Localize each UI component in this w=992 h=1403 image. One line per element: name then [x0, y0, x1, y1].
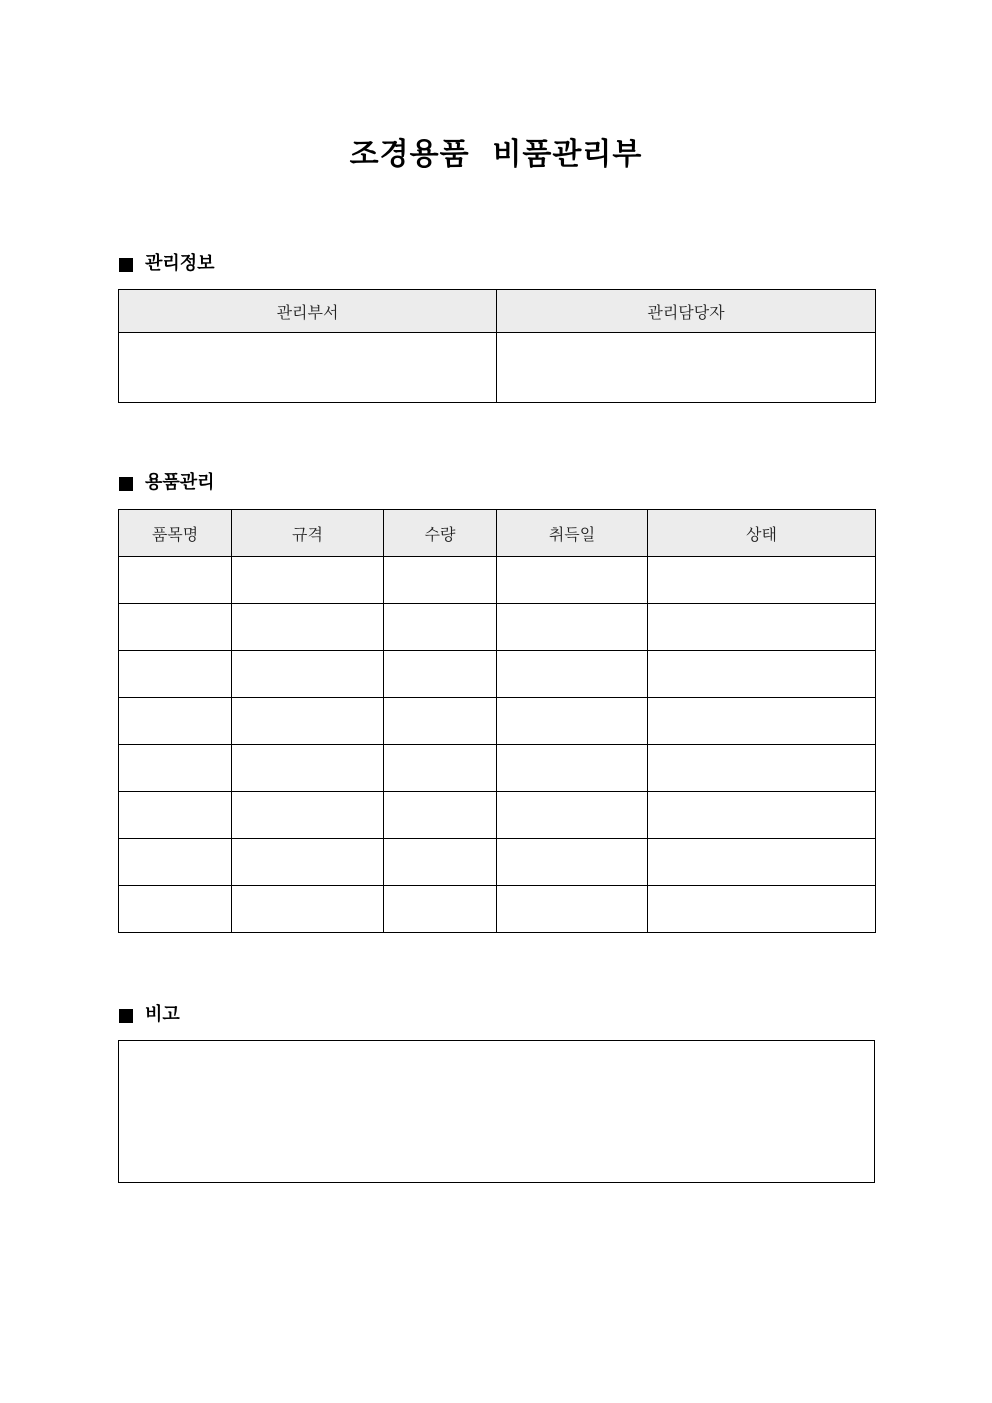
section-heading-management-info	[119, 252, 215, 276]
spec-cell[interactable]	[232, 792, 384, 839]
status-cell[interactable]	[648, 745, 876, 792]
header-acquired-date: 취득일	[497, 510, 648, 557]
header-status: 상태	[648, 510, 876, 557]
status-cell[interactable]	[648, 792, 876, 839]
table-row	[119, 792, 876, 839]
status-cell[interactable]	[648, 839, 876, 886]
item-name-cell[interactable]	[119, 557, 232, 604]
spec-cell[interactable]	[232, 651, 384, 698]
table-header-row	[119, 510, 876, 557]
square-bullet-icon	[119, 258, 133, 272]
spec-cell[interactable]	[232, 604, 384, 651]
table-row	[119, 886, 876, 933]
quantity-cell[interactable]	[384, 745, 497, 792]
header-spec: 규격	[232, 510, 384, 557]
acquired-date-cell[interactable]	[497, 745, 648, 792]
item-name-cell[interactable]	[119, 698, 232, 745]
table-row	[119, 604, 876, 651]
table-row	[119, 557, 876, 604]
acquired-date-cell[interactable]	[497, 792, 648, 839]
acquired-date-cell[interactable]	[497, 604, 648, 651]
quantity-cell[interactable]	[384, 886, 497, 933]
square-bullet-icon	[119, 1009, 133, 1023]
spec-cell[interactable]	[232, 557, 384, 604]
acquired-date-cell[interactable]	[497, 557, 648, 604]
quantity-cell[interactable]	[384, 557, 497, 604]
header-item-name: 품목명	[119, 510, 232, 557]
header-quantity: 수량	[384, 510, 497, 557]
items-table	[118, 509, 876, 933]
section-heading-items	[119, 471, 215, 495]
item-name-cell[interactable]	[119, 792, 232, 839]
header-department: 관리부서	[119, 290, 497, 333]
spec-cell[interactable]	[232, 745, 384, 792]
table-row	[119, 333, 876, 403]
acquired-date-cell[interactable]	[497, 698, 648, 745]
item-name-cell[interactable]	[119, 745, 232, 792]
remarks-box[interactable]	[118, 1040, 875, 1183]
section-heading-label: 비고	[145, 1004, 180, 1025]
manager-cell[interactable]	[497, 333, 876, 403]
status-cell[interactable]	[648, 886, 876, 933]
quantity-cell[interactable]	[384, 698, 497, 745]
section-heading-remarks	[119, 1003, 180, 1027]
spec-cell[interactable]	[232, 698, 384, 745]
header-manager: 관리담당자	[497, 290, 876, 333]
item-name-cell[interactable]	[119, 651, 232, 698]
quantity-cell[interactable]	[384, 792, 497, 839]
quantity-cell[interactable]	[384, 651, 497, 698]
acquired-date-cell[interactable]	[497, 651, 648, 698]
quantity-cell[interactable]	[384, 839, 497, 886]
department-cell[interactable]	[119, 333, 497, 403]
item-name-cell[interactable]	[119, 839, 232, 886]
table-row	[119, 698, 876, 745]
spec-cell[interactable]	[232, 839, 384, 886]
status-cell[interactable]	[648, 698, 876, 745]
management-info-table	[118, 289, 876, 403]
acquired-date-cell[interactable]	[497, 886, 648, 933]
table-row	[119, 651, 876, 698]
table-row	[119, 745, 876, 792]
table-header-row	[119, 290, 876, 333]
page-title: 조경용품 비품관리부	[349, 137, 643, 172]
square-bullet-icon	[119, 477, 133, 491]
item-name-cell[interactable]	[119, 604, 232, 651]
status-cell[interactable]	[648, 557, 876, 604]
item-name-cell[interactable]	[119, 886, 232, 933]
acquired-date-cell[interactable]	[497, 839, 648, 886]
spec-cell[interactable]	[232, 886, 384, 933]
status-cell[interactable]	[648, 604, 876, 651]
quantity-cell[interactable]	[384, 604, 497, 651]
table-row	[119, 839, 876, 886]
status-cell[interactable]	[648, 651, 876, 698]
section-heading-label: 관리정보	[145, 253, 215, 274]
section-heading-label: 용품관리	[145, 472, 215, 493]
